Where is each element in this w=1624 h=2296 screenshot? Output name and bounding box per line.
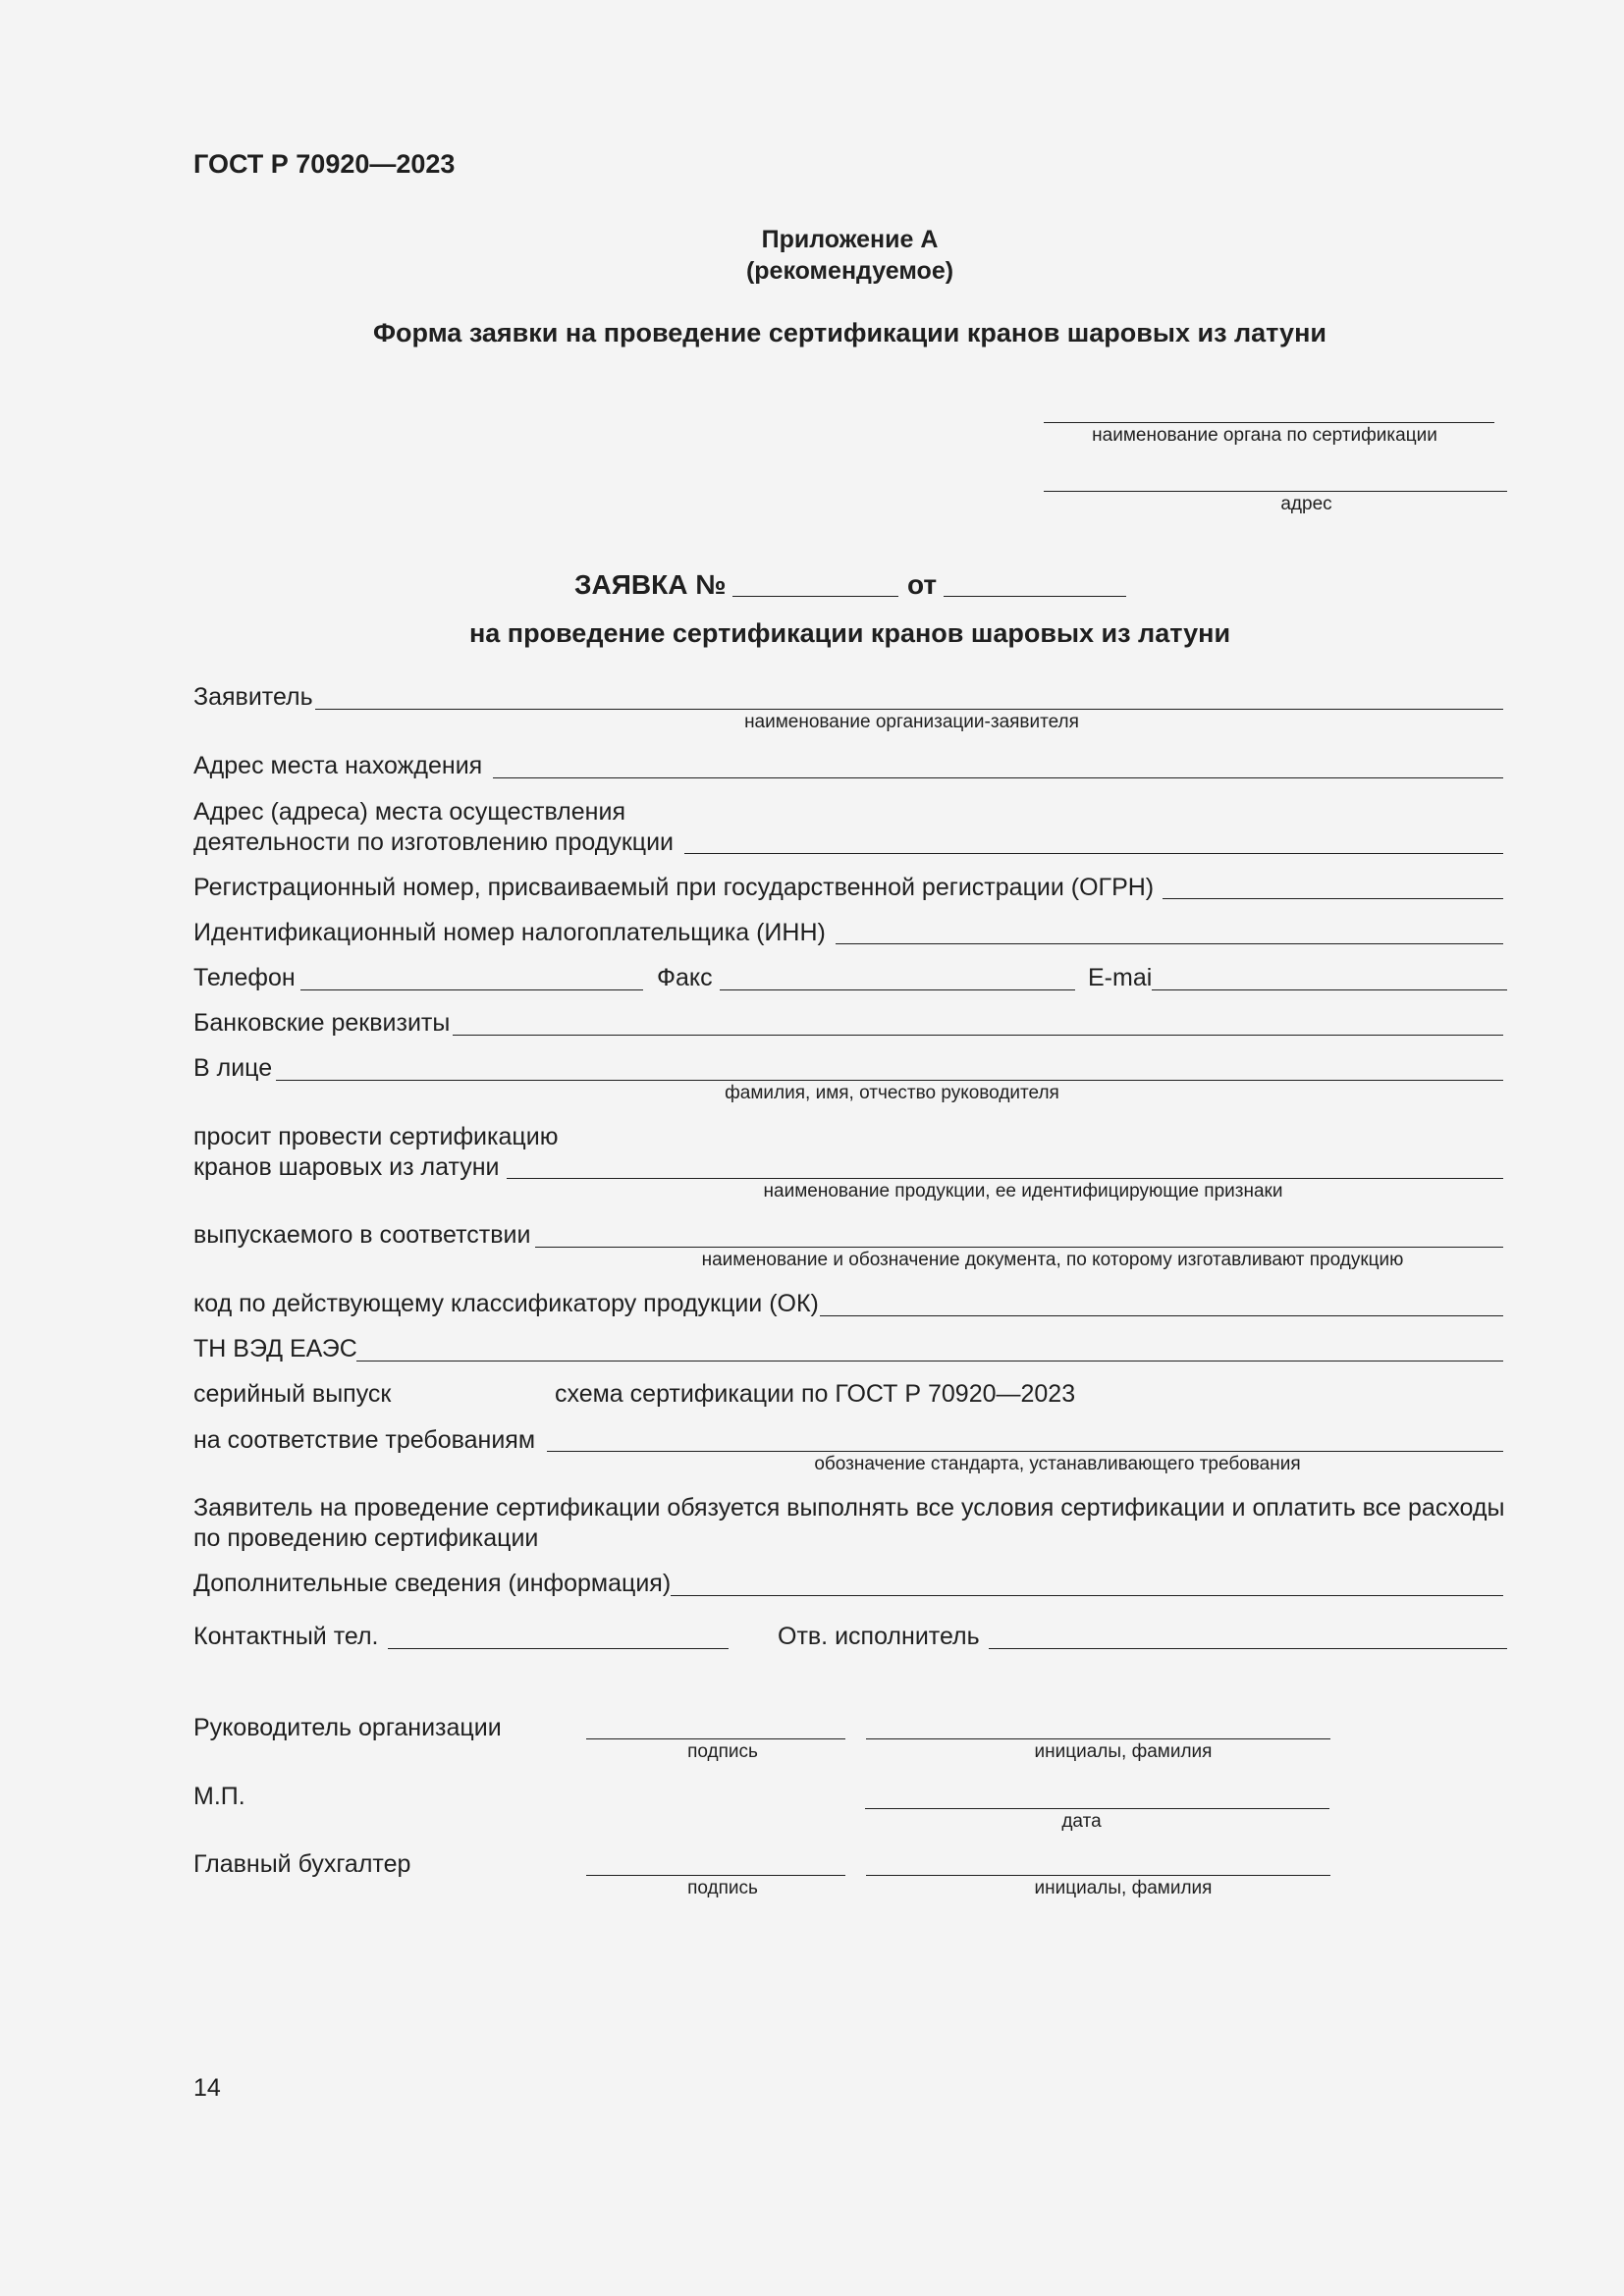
- additional-info-line[interactable]: [671, 1595, 1503, 1596]
- application-subtitle: на проведение сертификации кранов шаровых из латуни: [468, 618, 1231, 648]
- address-caption: адрес: [1280, 494, 1332, 514]
- application-date-label: от: [907, 569, 938, 600]
- accountant-initials-caption: инициалы, фамилия: [1034, 1878, 1213, 1898]
- accountant-label: Главный бухгалтер: [193, 1850, 411, 1878]
- stamp-label: М.П.: [193, 1783, 245, 1810]
- accountant-initials-line[interactable]: [866, 1875, 1330, 1876]
- ok-code-label: код по действующему классификатору продукции (ОК): [193, 1290, 819, 1317]
- request-label-1: просит провести сертификацию: [193, 1123, 559, 1150]
- conformity-label: выпускаемого в соответствии: [193, 1221, 531, 1249]
- requirements-line[interactable]: [547, 1451, 1503, 1452]
- executor-line[interactable]: [989, 1648, 1507, 1649]
- activity-address-label-2: деятельности по изготовлению продукции: [193, 828, 675, 856]
- fax-label: Факс: [657, 964, 713, 991]
- product-line[interactable]: [507, 1178, 1503, 1179]
- obligation-line-2: по проведению сертификации: [193, 1524, 539, 1552]
- phone-label: Телефон: [193, 964, 296, 991]
- location-label: Адрес места нахождения: [193, 752, 483, 779]
- application-number-line[interactable]: [732, 596, 898, 597]
- applicant-line[interactable]: [315, 709, 1503, 710]
- application-date-line[interactable]: [944, 596, 1126, 597]
- conformity-caption: наименование и обозначение документа, по которому изготавливают продукцию: [701, 1250, 1404, 1270]
- person-line[interactable]: [276, 1080, 1503, 1081]
- accountant-signature-caption: подпись: [687, 1878, 758, 1898]
- certification-body-address-line[interactable]: [1044, 491, 1507, 492]
- date-line[interactable]: [865, 1808, 1329, 1809]
- appendix-type: (рекомендуемое): [745, 257, 954, 285]
- serial-label: серийный выпуск: [193, 1380, 392, 1408]
- application-number-label: ЗАЯВКА №: [574, 569, 727, 600]
- inn-label: Идентификационный номер налогоплательщика (ИНН): [193, 919, 826, 946]
- head-signature-line[interactable]: [586, 1738, 845, 1739]
- ogrn-label: Регистрационный номер, присваиваемый при государственной регистрации (ОГРН): [193, 874, 1155, 901]
- product-caption: наименование продукции, ее идентифицирующие признаки: [763, 1181, 1283, 1201]
- contact-phone-label: Контактный тел.: [193, 1623, 379, 1650]
- contact-phone-line[interactable]: [388, 1648, 729, 1649]
- email-label: E-mai: [1088, 964, 1153, 991]
- certification-body-caption: наименование органа по сертификации: [1092, 425, 1437, 446]
- additional-info-label: Дополнительные сведения (информация): [193, 1570, 672, 1597]
- accountant-signature-line[interactable]: [586, 1875, 845, 1876]
- location-line[interactable]: [493, 777, 1503, 778]
- executor-label: Отв. исполнитель: [778, 1623, 980, 1650]
- obligation-line-1: Заявитель на проведение сертификации обязуется выполнять все условия сертификации и оплатить все расходы: [193, 1494, 1505, 1522]
- bank-line[interactable]: [453, 1035, 1503, 1036]
- applicant-caption: наименование организации-заявителя: [744, 712, 1079, 732]
- form-title: Форма заявки на проведение сертификации кранов шаровых из латуни: [373, 318, 1326, 347]
- head-initials-line[interactable]: [866, 1738, 1330, 1739]
- phone-line[interactable]: [300, 989, 643, 990]
- scheme-label: схема сертификации по ГОСТ Р 70920—2023: [555, 1380, 1076, 1408]
- activity-address-line[interactable]: [684, 853, 1503, 854]
- head-signature-caption: подпись: [687, 1741, 758, 1762]
- head-label: Руководитель организации: [193, 1714, 502, 1741]
- person-label: В лице: [193, 1054, 273, 1082]
- ogrn-line[interactable]: [1163, 898, 1503, 899]
- applicant-label: Заявитель: [193, 683, 313, 711]
- fax-line[interactable]: [720, 989, 1075, 990]
- conformity-line[interactable]: [535, 1247, 1503, 1248]
- appendix-title: Приложение А: [761, 226, 939, 253]
- email-line[interactable]: [1152, 989, 1507, 990]
- requirements-label: на соответствие требованиям: [193, 1426, 536, 1454]
- head-initials-caption: инициалы, фамилия: [1034, 1741, 1213, 1762]
- certification-body-line[interactable]: [1044, 422, 1494, 423]
- date-caption: дата: [1061, 1811, 1102, 1832]
- requirements-caption: обозначение стандарта, устанавливающего требования: [814, 1454, 1301, 1474]
- activity-address-label-1: Адрес (адреса) места осуществления: [193, 798, 625, 826]
- bank-label: Банковские реквизиты: [193, 1009, 451, 1037]
- tnved-label: ТН ВЭД ЕАЭС: [193, 1335, 357, 1362]
- inn-line[interactable]: [836, 943, 1503, 944]
- ok-code-line[interactable]: [820, 1315, 1503, 1316]
- tnved-line[interactable]: [356, 1361, 1503, 1362]
- request-label-2: кранов шаровых из латуни: [193, 1153, 500, 1181]
- person-caption: фамилия, имя, отчество руководителя: [725, 1083, 1059, 1103]
- standard-header: ГОСТ Р 70920—2023: [193, 149, 456, 179]
- page-number: 14: [193, 2074, 221, 2102]
